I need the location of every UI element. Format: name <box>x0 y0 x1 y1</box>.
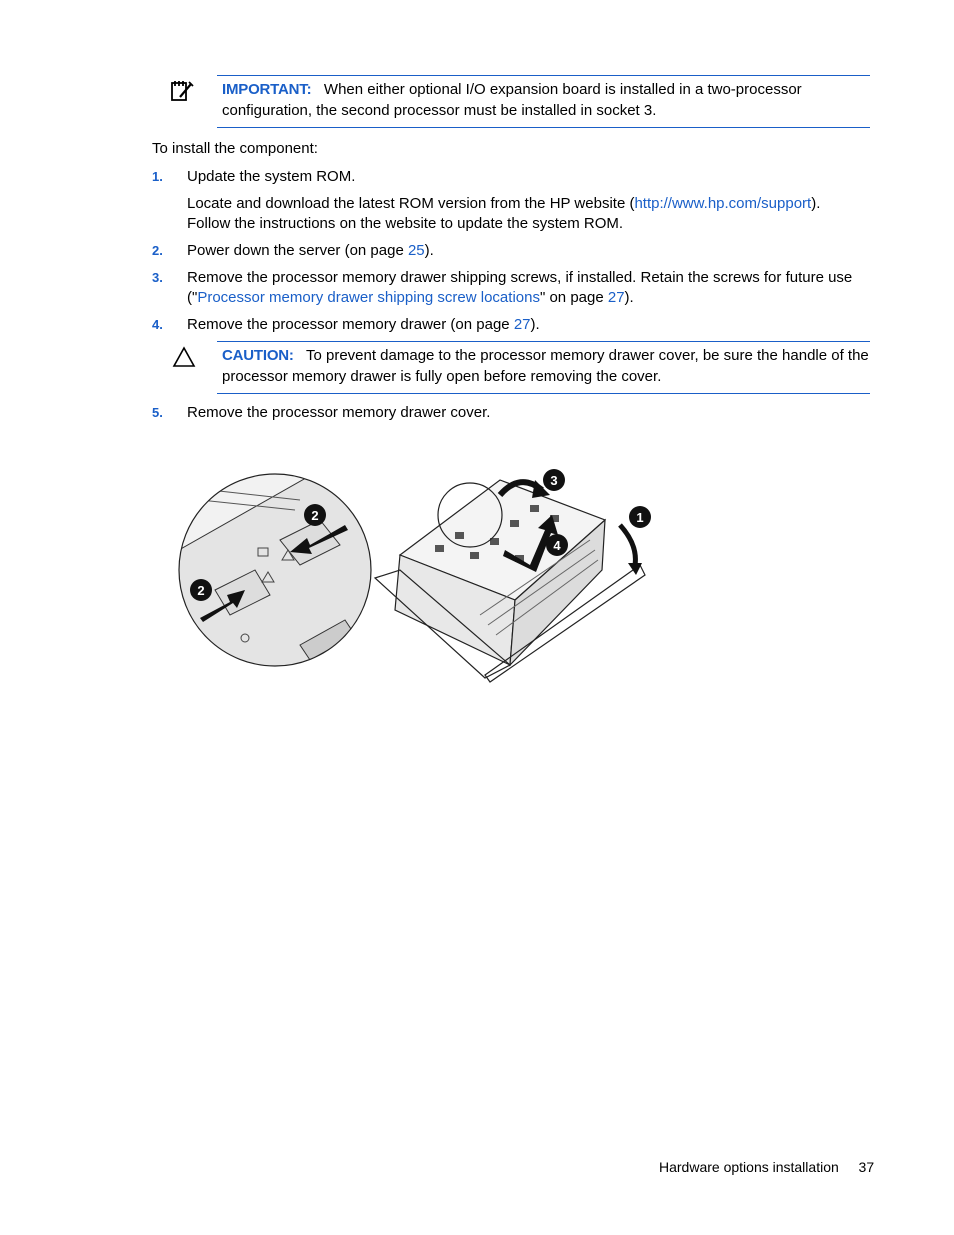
page-27-link-2[interactable]: 27 <box>513 316 531 333</box>
page-25-link[interactable]: 25 <box>407 242 425 259</box>
svg-text:1: 1 <box>636 510 644 525</box>
step-4-text: Remove the processor memory drawer (on page 27). <box>187 316 540 333</box>
callout-1 <box>629 506 651 528</box>
svg-text:2: 2 <box>197 583 205 598</box>
step-1-detail: Locate and download the latest ROM version from the HP website (http://www.hp.com/support). Follow the instructions on the website to update the system ROM. <box>187 195 821 232</box>
important-text-line2: configuration, the second processor must be installed in socket 3. <box>222 102 657 119</box>
step-3-text: Remove the processor memory drawer shipping screws, if installed. Retain the screws for future use ("Processor memory drawer shipping screw locations" on page 27). <box>187 269 853 306</box>
callout-2-lower <box>190 579 212 601</box>
caution-notice <box>217 341 870 394</box>
caution-text-line1: To prevent damage to the processor memory drawer cover, be sure the handle of the <box>305 347 869 364</box>
step-2-number: 2. <box>152 243 163 258</box>
step-5-text: Remove the processor memory drawer cover. <box>187 404 491 421</box>
important-notice <box>217 75 870 128</box>
page-27-link[interactable]: 27 <box>607 289 625 306</box>
footer-page-number: 37 <box>858 1159 875 1175</box>
intro-text: To install the component: <box>152 140 318 157</box>
important-icon <box>170 80 194 106</box>
important-label: IMPORTANT: <box>222 81 312 98</box>
hp-support-link[interactable]: http://www.hp.com/support <box>634 195 812 212</box>
drawer-cover-removal-figure <box>170 460 660 685</box>
caution-text-line2: processor memory drawer is fully open before removing the cover. <box>222 368 662 385</box>
caution-label: CAUTION: <box>222 347 294 364</box>
step-5-number: 5. <box>152 405 163 420</box>
footer <box>659 1159 874 1175</box>
callout-2-upper <box>304 504 326 526</box>
important-text-line1: When either optional I/O expansion board is installed in a two-processor <box>323 81 802 98</box>
step-1-text: Update the system ROM. <box>187 168 356 185</box>
server-drawer-illustration <box>375 480 645 682</box>
svg-text:4: 4 <box>553 538 561 553</box>
callout-3 <box>543 469 565 491</box>
step-3-number: 3. <box>152 270 163 285</box>
zoom-detail <box>170 460 400 680</box>
shipping-screw-locations-link[interactable]: Processor memory drawer shipping screw locations <box>197 289 540 306</box>
svg-text:2: 2 <box>311 508 319 523</box>
step-4-number: 4. <box>152 317 163 332</box>
svg-text:3: 3 <box>550 473 558 488</box>
footer-section: Hardware options installation <box>659 1159 839 1175</box>
caution-icon <box>172 346 196 372</box>
step-1-number: 1. <box>152 169 163 184</box>
step-2-text: Power down the server (on page 25). <box>187 242 434 259</box>
callout-4 <box>546 534 568 556</box>
